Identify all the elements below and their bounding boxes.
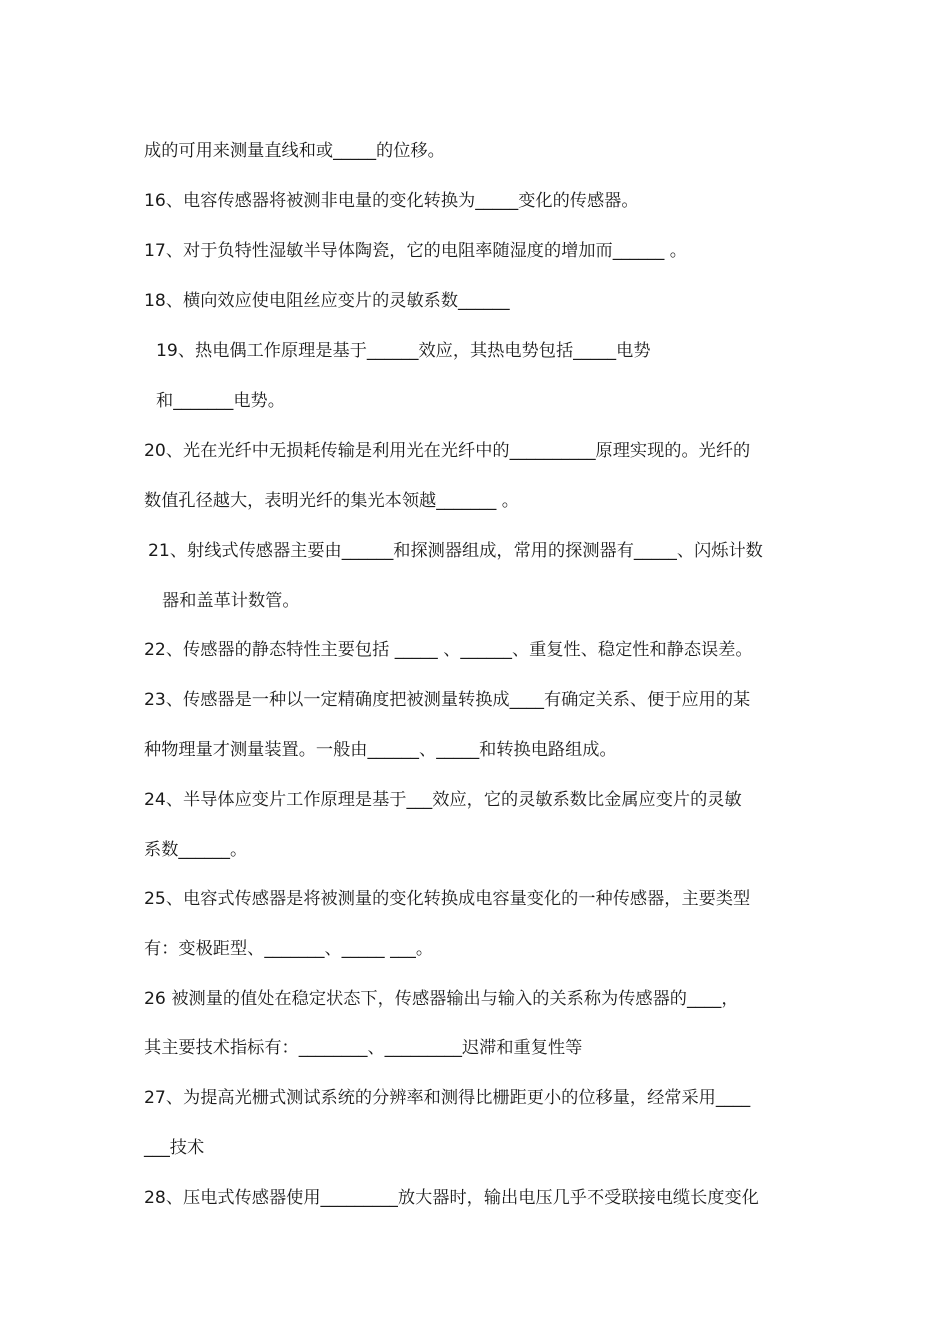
question-16-line: 16、电容传感器将被测非电量的变化转换为_____变化的传感器。 <box>144 191 639 211</box>
question-26-continuation: 其主要技术指标有：________、_________迟滞和重复性等 <box>144 1038 583 1058</box>
question-18-line: 18、横向效应使电阻丝应变片的灵敏系数______ <box>144 291 510 311</box>
question-25-continuation: 有：变极距型、_______、_____ ___。 <box>144 939 434 959</box>
question-19-continuation: 和_______电势。 <box>156 391 285 411</box>
question-22-line: 22、传感器的静态特性主要包括 _____ 、______、重复性、稳定性和静态误差。 <box>144 640 753 660</box>
question-24-line: 24、半导体应变片工作原理是基于___效应，它的灵敏系数比金属应变片的灵敏 <box>144 790 742 810</box>
question-27-continuation: ___技术 <box>144 1138 205 1158</box>
question-26-line: 26 被测量的值处在稳定状态下，传感器输出与输入的关系称为传感器的____， <box>144 989 739 1009</box>
question-21-line: 21、射线式传感器主要由______和探测器组成，常用的探测器有_____、闪烁计数 <box>148 541 763 561</box>
question-21-continuation: 器和盖革计数管。 <box>162 591 300 611</box>
question-17-line: 17、对于负特性湿敏半导体陶瓷，它的电阻率随湿度的增加而______ 。 <box>144 241 687 261</box>
question-23-continuation: 种物理量才测量装置。一般由______、_____和转换电路组成。 <box>144 740 617 760</box>
question-19-line: 19、热电偶工作原理是基于______效应，其热电势包括_____电势 <box>156 341 651 361</box>
text-line-1: 成的可用来测量直线和或_____的位移。 <box>144 141 445 161</box>
question-20-continuation: 数值孔径越大，表明光纤的集光本领越_______ 。 <box>144 491 519 511</box>
question-24-continuation: 系数______。 <box>144 840 248 860</box>
question-20-line: 20、光在光纤中无损耗传输是利用光在光纤中的__________原理实现的。光纤的 <box>144 441 751 461</box>
question-27-line: 27、为提高光栅式测试系统的分辨率和测得比栅距更小的位移量，经常采用____ <box>144 1088 751 1108</box>
question-25-line: 25、电容式传感器是将被测量的变化转换成电容量变化的一种传感器，主要类型 <box>144 889 751 909</box>
question-28-line: 28、压电式传感器使用_________放大器时，输出电压几乎不受联接电缆长度变化 <box>144 1188 759 1208</box>
question-23-line: 23、传感器是一种以一定精确度把被测量转换成____有确定关系、便于应用的某 <box>144 690 751 710</box>
